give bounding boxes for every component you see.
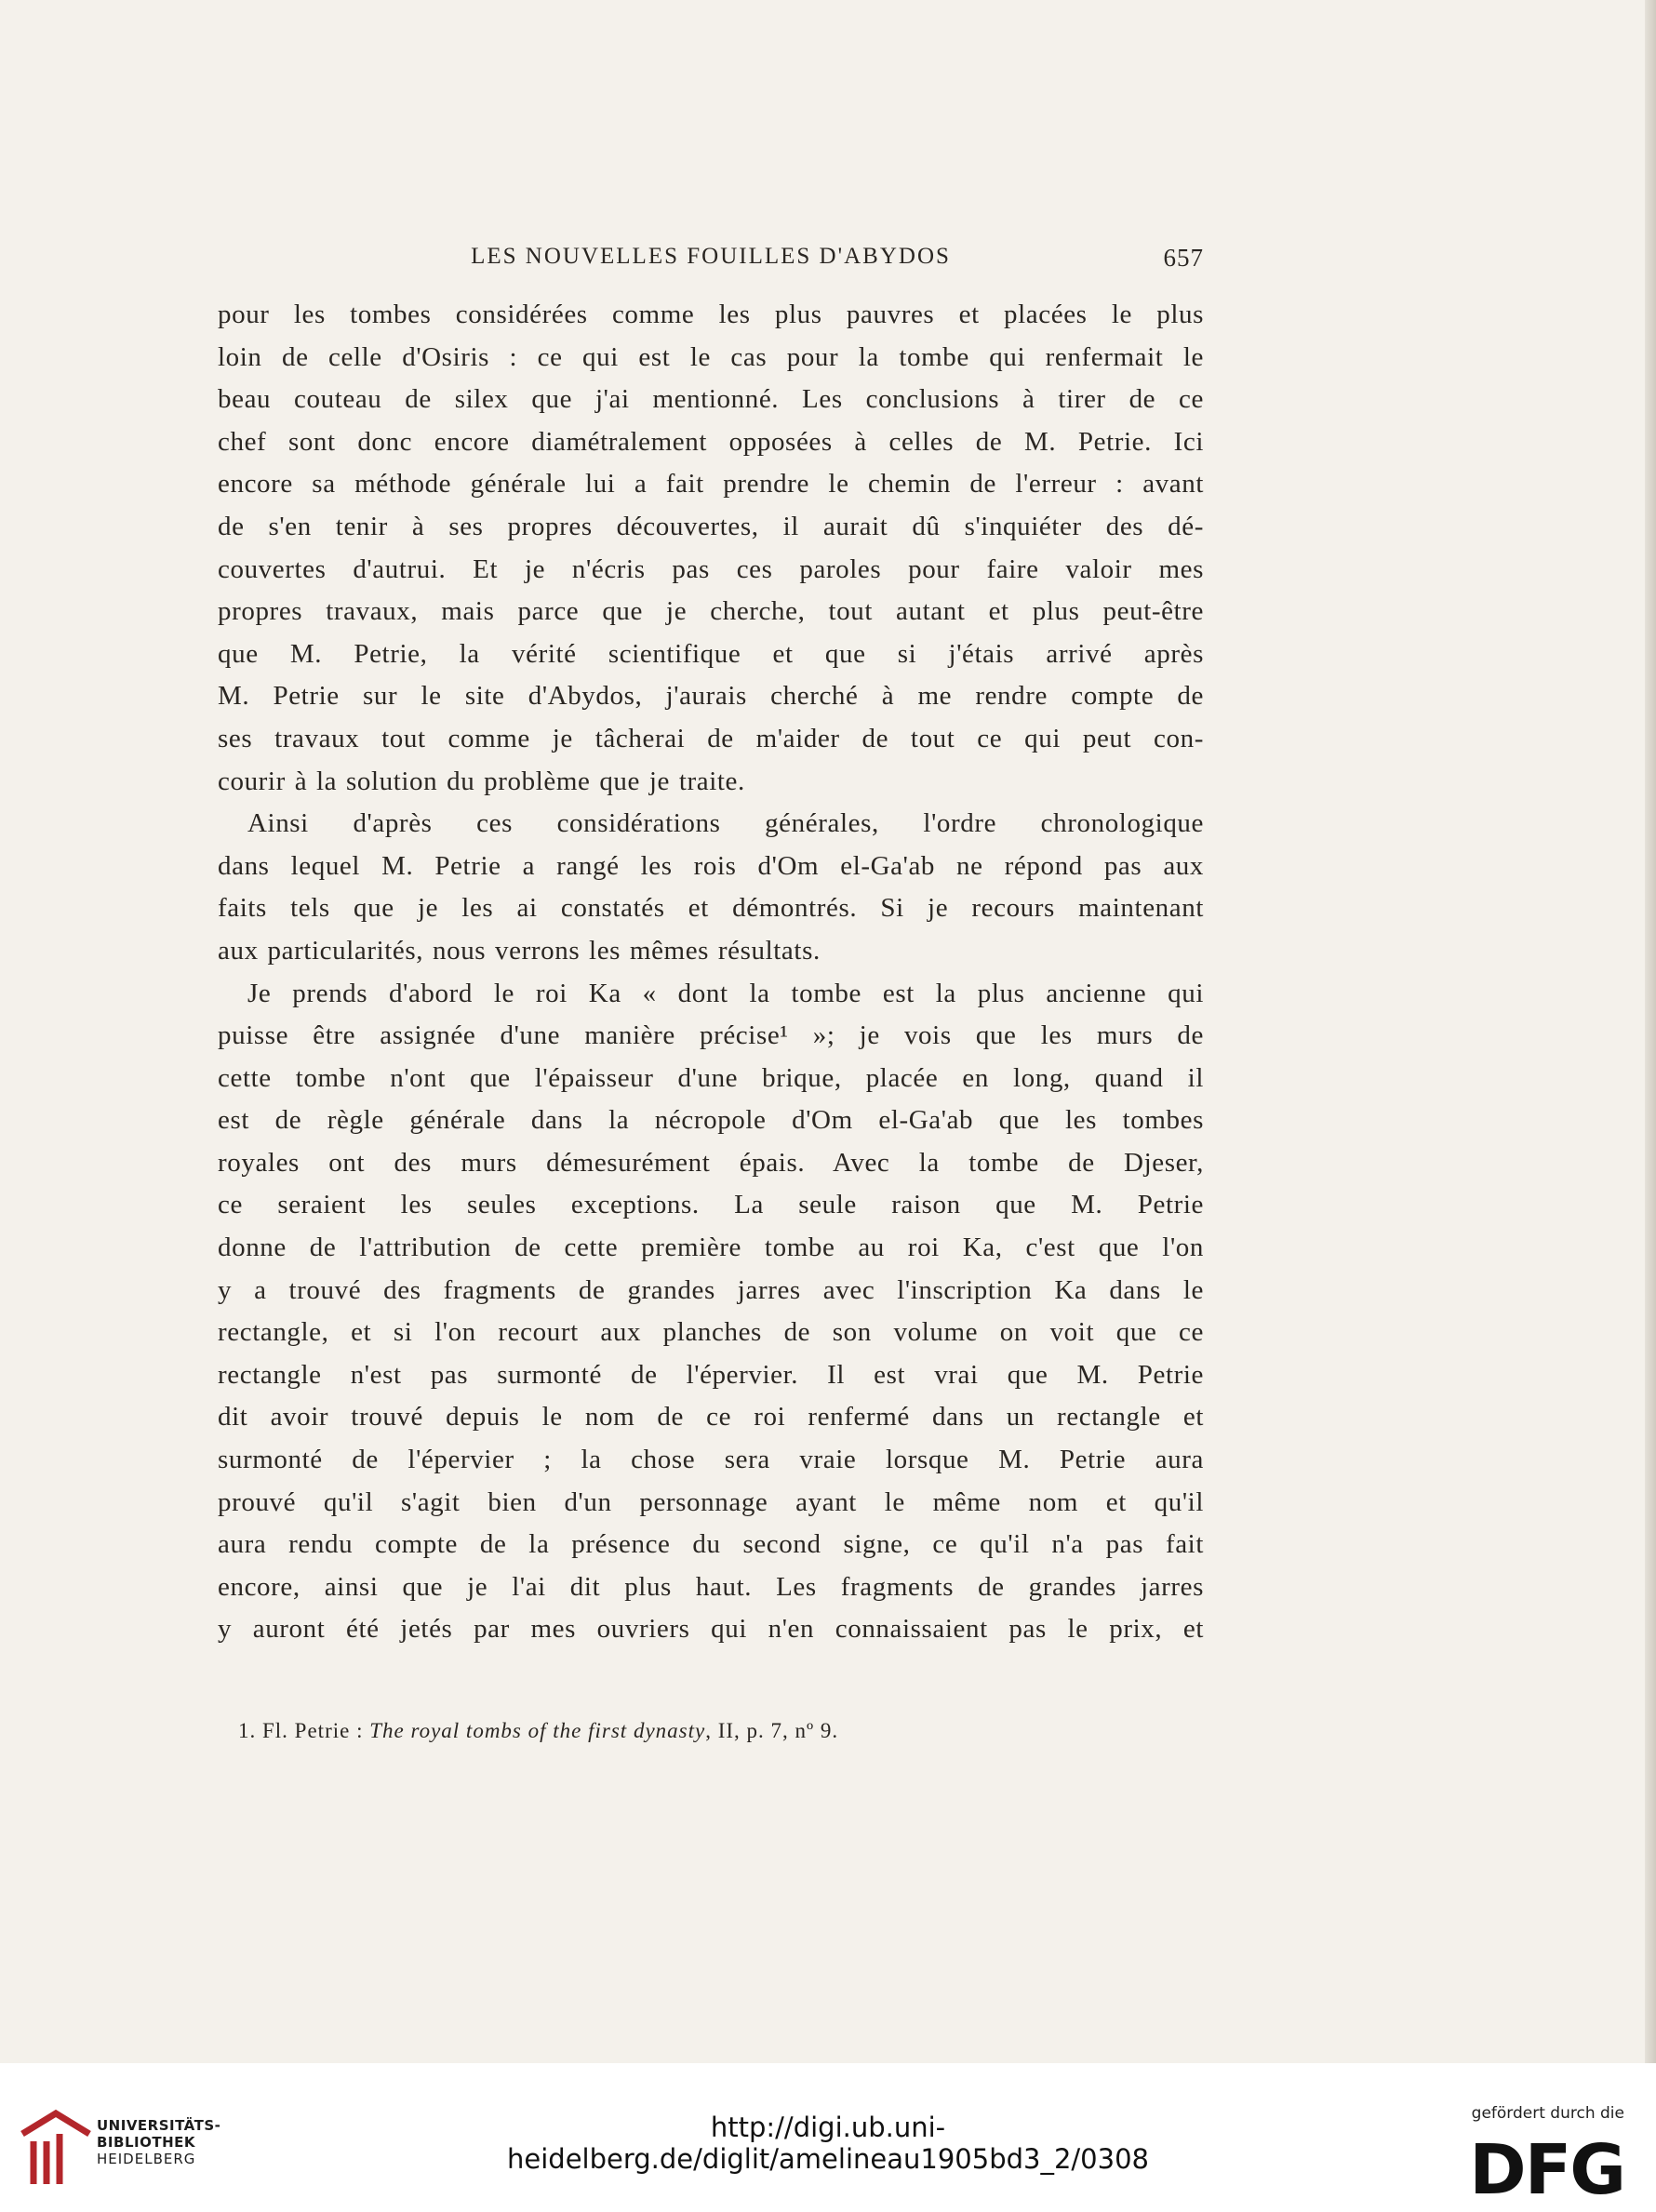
text-line: couvertes d'autrui. Et je n'écris pas ces paroles pour faire valoir mes [218,553,1204,584]
funding-label: gefördert durch die [1471,2104,1624,2123]
body-text [218,294,1204,1651]
footnote-prefix: 1. Fl. Petrie : [238,1719,370,1742]
text-line: encore, ainsi que je l'ai dit plus haut. Les fragments de grandes jarres [218,1571,1204,1602]
page-number: 657 [1163,244,1204,272]
running-head [218,244,1204,281]
text-line: que M. Petrie, la vérité scientifique et que si j'étais arrivé après [218,638,1204,669]
text-line: aux particularités, nous verrons les mêmes résultats. [218,935,821,966]
footnote-suffix: , II, p. 7, nº 9. [705,1719,839,1742]
text-line: puisse être assignée d'une manière précise¹ »; je vois que les murs de [218,1020,1204,1051]
text-line: beau couteau de silex que j'ai mentionné. Les conclusions à tirer de ce [218,384,1204,415]
text-line: surmonté de l'épervier ; la chose sera vraie lorsque M. Petrie aura [218,1445,1204,1475]
text-line: loin de celle d'Osiris : ce qui est le cas pour la tombe qui renfermait le [218,341,1204,372]
digital-object-link[interactable]: http://digi.ub.uni-heidelberg.de/diglit/amelineau1905bd3_2/0308 [507,2112,1149,2175]
footnote [238,1719,838,1743]
text-line: rectangle, et si l'on recourt aux planches de son volume on voit que ce [218,1317,1204,1348]
text-line: prouvé qu'il s'agit bien d'un personnage ayant le même nom et qu'il [218,1486,1204,1517]
text-line: ce seraient les seules exceptions. La seule raison que M. Petrie [218,1190,1204,1220]
text-line: encore sa méthode générale lui a fait prendre le chemin de l'erreur : avant [218,469,1204,500]
library-name-line: UNIVERSITÄTS- [97,2117,221,2134]
text-line: pour les tombes considérées comme les plus pauvres et placées le plus [218,300,1204,329]
text-line: chef sont donc encore diamétralement opposées à celles de M. Petrie. Ici [218,426,1204,457]
text-line: royales ont des murs démesurément épais. Avec la tombe de Djeser, [218,1147,1204,1178]
text-line: propres travaux, mais parce que je cherche, tout autant et plus peut-être [218,596,1204,627]
footnote-title: The royal tombs of the first dynasty [369,1719,706,1742]
text-line: courir à la solution du problème que je traite. [218,766,745,796]
library-name-line: BIBLIOTHEK [97,2134,195,2151]
text-line: donne de l'attribution de cette première tombe au roi Ka, c'est que l'on [218,1233,1204,1263]
text-line: y a trouvé des fragments de grandes jarres avec l'inscription Ka dans le [218,1274,1204,1305]
library-name-line: HEIDELBERG [97,2151,196,2167]
dfg-logo-icon: DFG [1469,2130,1624,2210]
paragraph-start-line: Ainsi d'après ces considérations générales, l'ordre chronologique [247,808,1204,839]
library-name [97,2117,220,2167]
text-line: faits tels que je les ai constatés et démontrés. Si je recours maintenant [218,893,1204,924]
text-line: y auront été jetés par mes ouvriers qui n'en connaissaient pas le prix, et [218,1614,1204,1645]
paragraph-start-line: Je prends d'abord le roi Ka « dont la tombe est la plus ancienne qui [247,978,1204,1008]
text-line: est de règle générale dans la nécropole d'Om el-Ga'ab que les tombes [218,1105,1204,1136]
text-line: rectangle n'est pas surmonté de l'épervier. Il est vrai que M. Petrie [218,1359,1204,1390]
text-line: dans lequel M. Petrie a rangé les rois d'Om el-Ga'ab ne répond pas aux [218,850,1204,881]
text-line: M. Petrie sur le site d'Abydos, j'aurais cherché à me rendre compte de [218,681,1204,712]
text-line: cette tombe n'ont que l'épaisseur d'une brique, placée en long, quand il [218,1062,1204,1093]
running-title: LES NOUVELLES FOUILLES D'ABYDOS [471,244,951,269]
page-edge-shadow [1645,0,1656,2063]
text-line: de s'en tenir à ses propres découvertes, il aurait dû s'inquiéter des dé- [218,511,1204,541]
text-line: aura rendu compte de la présence du second signe, ce qu'il n'a pas fait [218,1529,1204,1560]
university-library-logo-icon [15,2106,93,2190]
text-line: ses travaux tout comme je tâcherai de m'aider de tout ce qui peut con- [218,723,1204,753]
text-line: dit avoir trouvé depuis le nom de ce roi renfermé dans un rectangle et [218,1402,1204,1432]
